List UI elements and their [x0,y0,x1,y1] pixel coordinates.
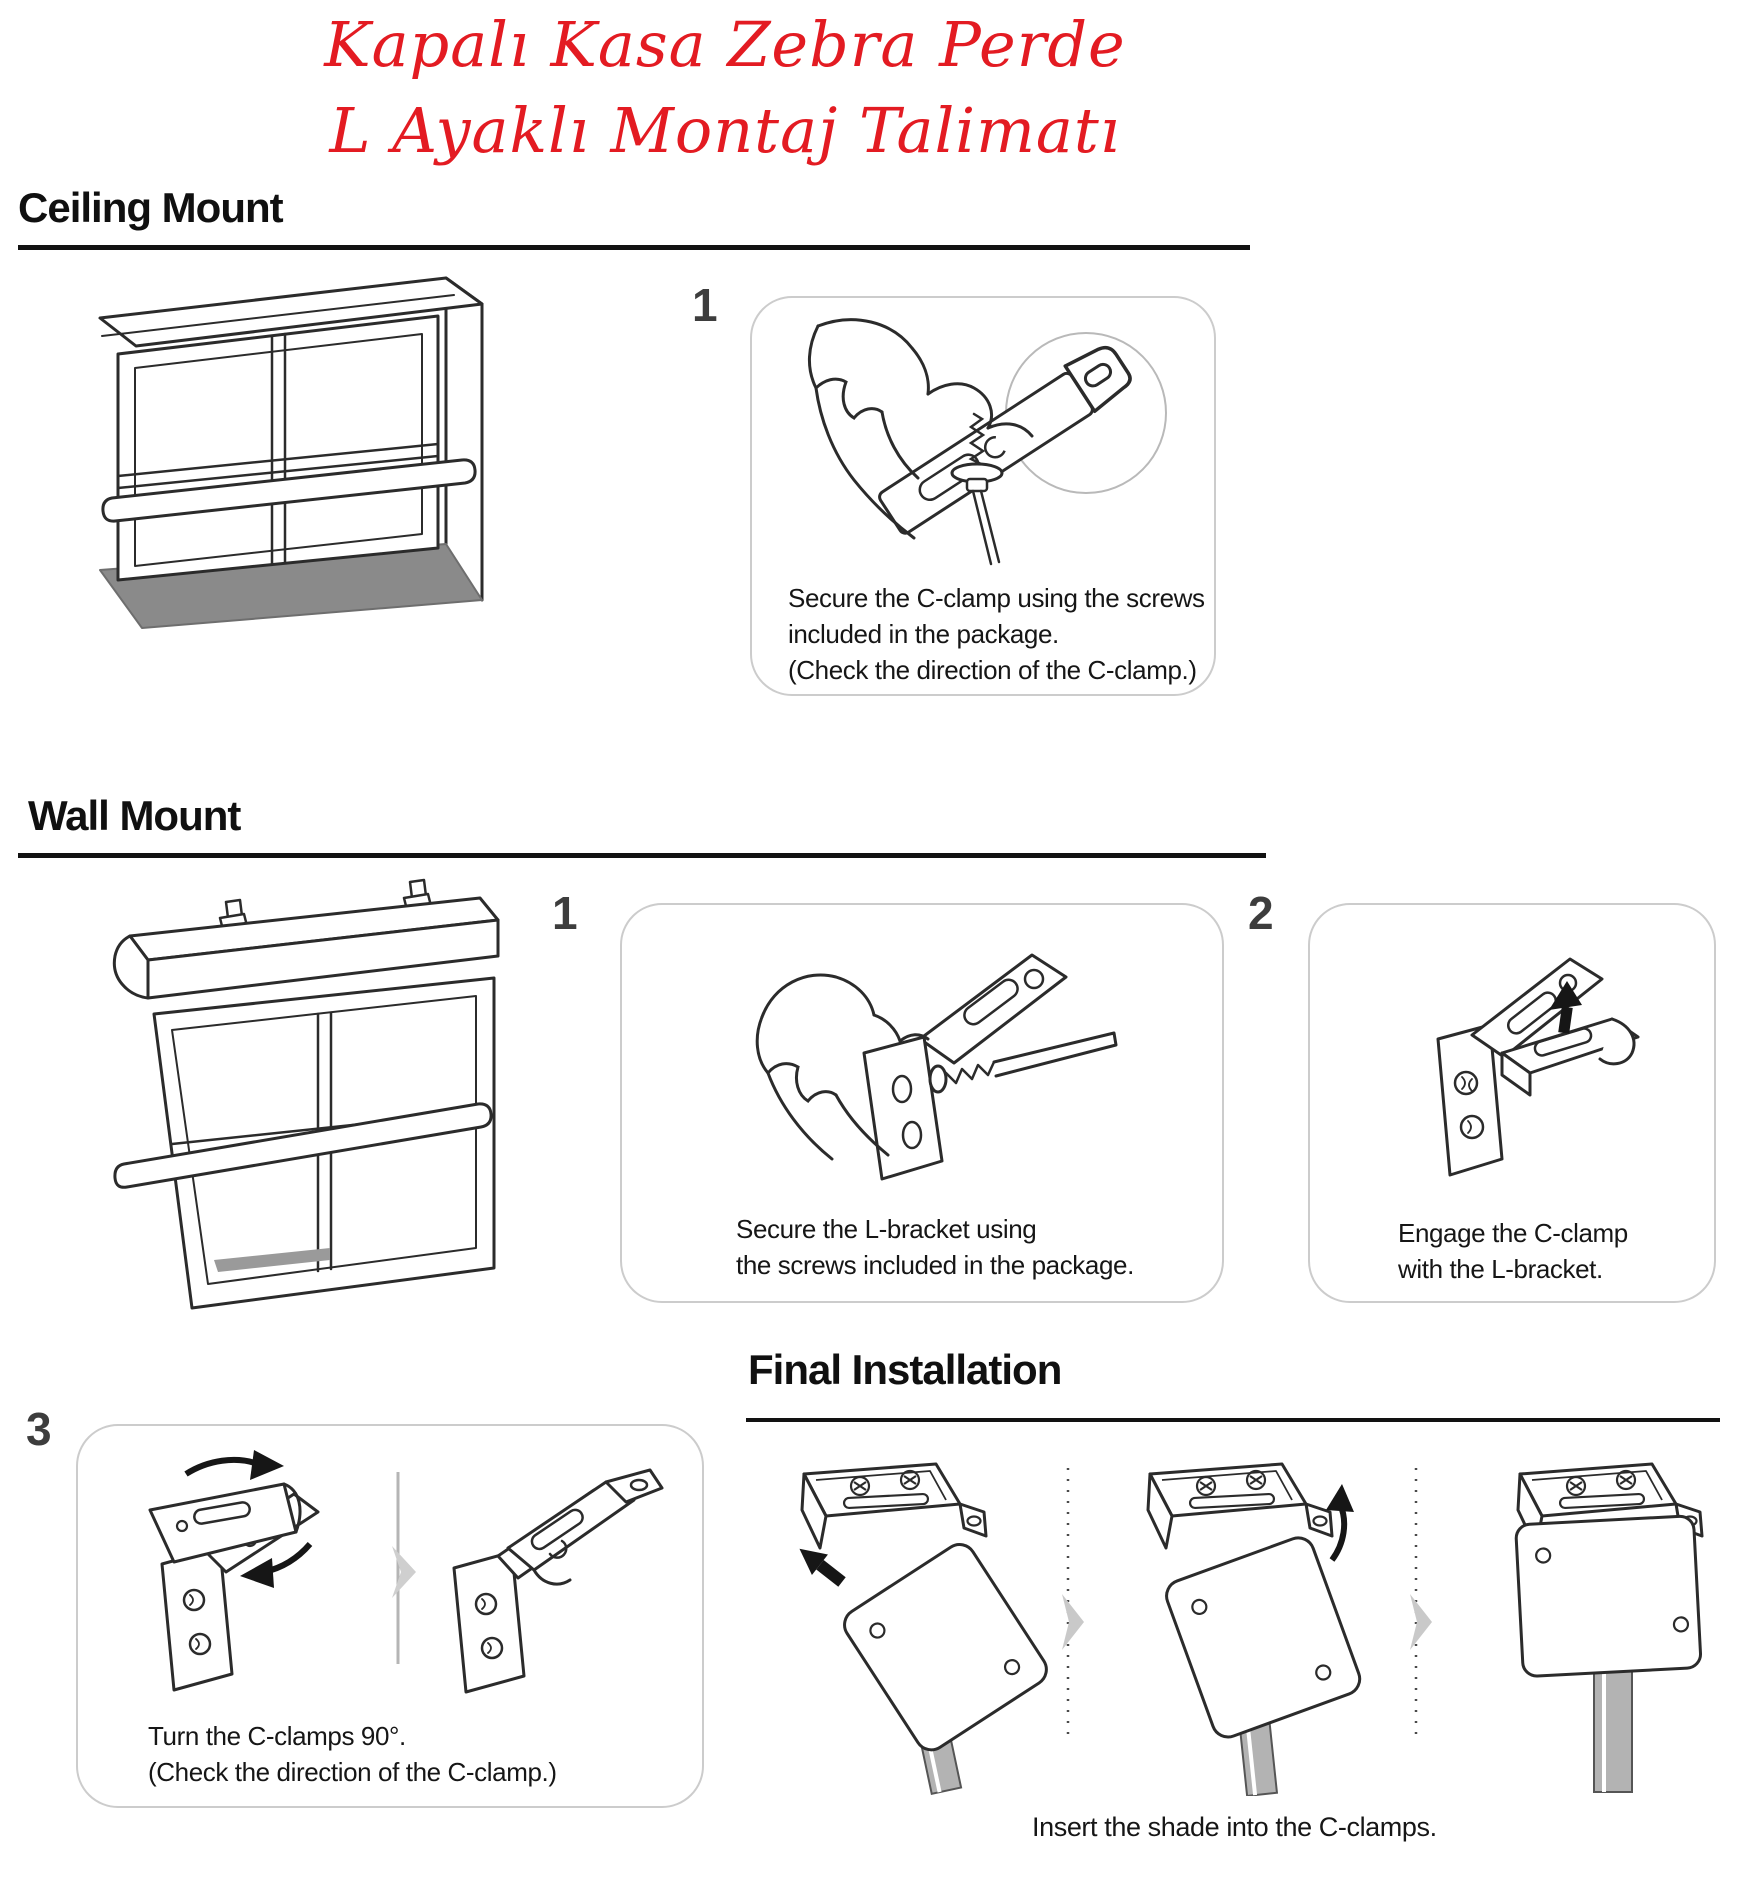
next-chevron-icon [1062,1594,1084,1650]
next-chevron-icon [1410,1594,1432,1650]
ceiling-step-1-caption [788,580,1205,688]
caption-line: (Check the direction of the C-clamp.) [788,655,1197,685]
caption-line: included in the package. [788,619,1059,649]
turn-c-clamps-illustration [98,1448,684,1700]
final-step-3-box [76,1424,704,1808]
final-step-3-caption [148,1718,557,1790]
caption-line: Turn the C-clamps 90°. [148,1721,406,1751]
ceiling-section-divider [18,245,1250,250]
insert-step-a [791,1464,1052,1794]
page-title-line-1: Kapalı Kasa Zebra Perde [324,8,1126,81]
wall-section-divider [18,853,1266,858]
insert-shade-sequence-illustration [756,1444,1744,1796]
engage-c-clamp-illustration [1354,931,1674,1189]
final-step-3-number: 3 [26,1403,52,1455]
ceiling-step-1-box [750,296,1216,696]
ceiling-mount-heading: Ceiling Mount [18,184,283,231]
insert-step-c [1516,1464,1702,1792]
wall-mount-heading: Wall Mount [28,792,241,839]
final-section-divider [746,1418,1720,1422]
secure-c-clamp-illustration [766,310,1196,572]
caption-line: Secure the C-clamp using the screws [788,583,1205,613]
wall-step-2-caption [1398,1215,1628,1287]
insert-step-b [1148,1464,1364,1796]
wall-mount-window-illustration [12,872,557,1320]
page-title-line-2: L Ayaklı Montaj Talimatı [329,94,1121,167]
caption-line: (Check the direction of the C-clamp.) [148,1757,557,1787]
wall-step-2-number: 2 [1248,887,1274,939]
final-installation-heading: Final Installation [748,1346,1062,1393]
ceiling-mount-window-illustration [38,262,508,634]
caption-line: the screws included in the package. [736,1250,1134,1280]
next-chevron-icon [392,1546,416,1598]
caption-line: Secure the L-bracket using [736,1214,1037,1244]
caption-line: with the L-bracket. [1398,1254,1603,1284]
wall-step-1-box [620,903,1224,1303]
wall-step-1-number: 1 [552,887,578,939]
wall-step-1-caption [736,1211,1134,1283]
final-installation-caption: Insert the shade into the C-clamps. [1032,1812,1437,1842]
ceiling-step-1-number: 1 [692,279,718,331]
caption-line: Engage the C-clamp [1398,1218,1628,1248]
secure-l-bracket-illustration [714,921,1134,1189]
wall-step-2-box [1308,903,1716,1303]
